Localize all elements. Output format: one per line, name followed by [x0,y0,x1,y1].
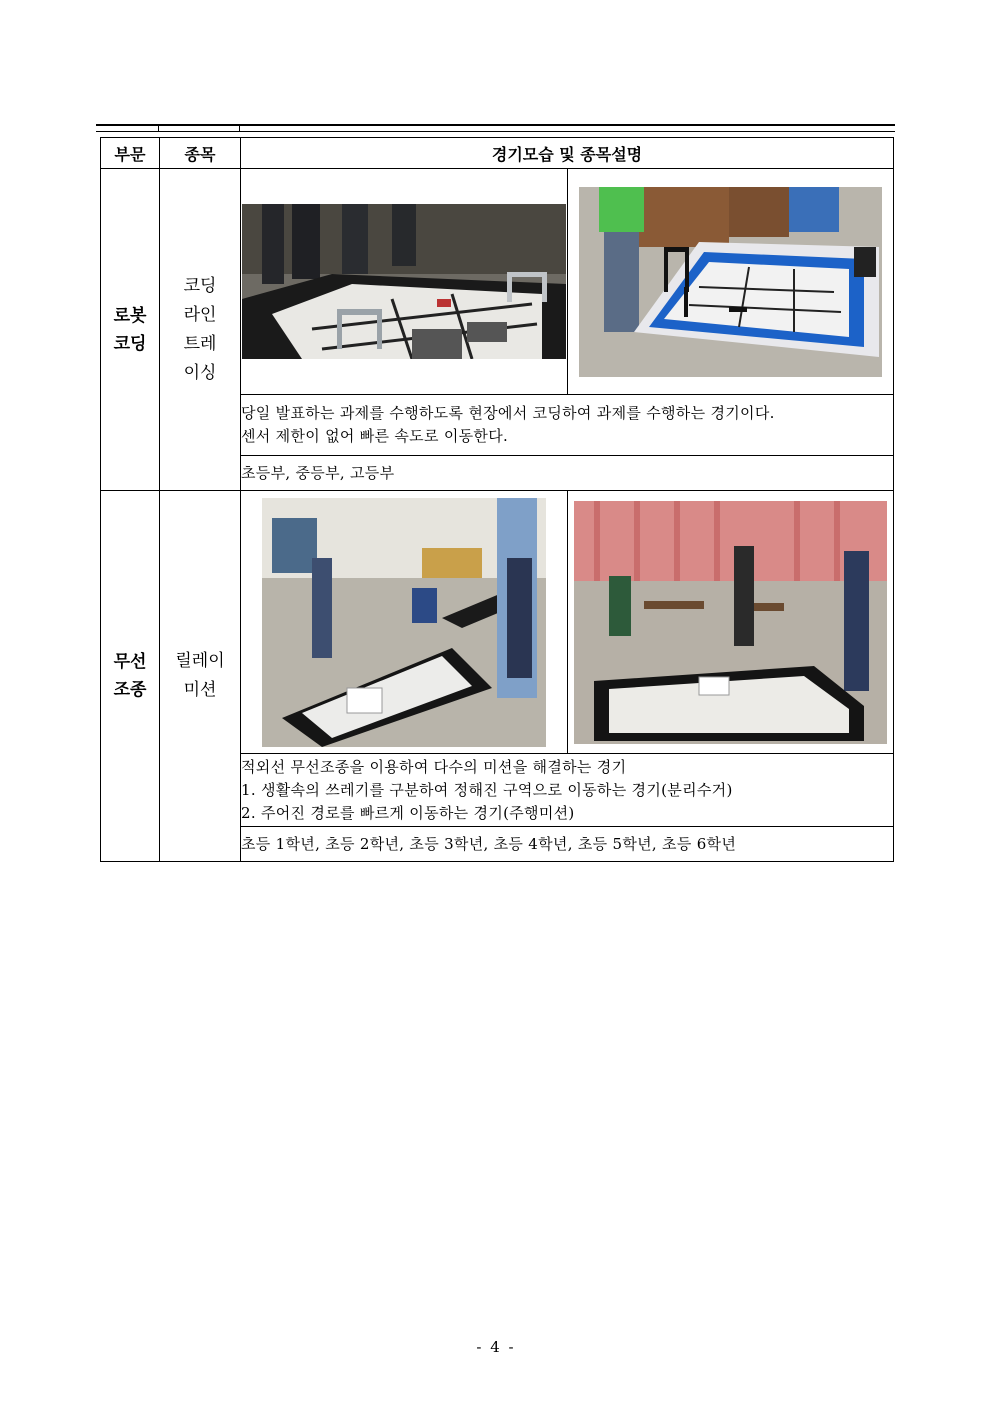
eligible-divisions: 초등 1학년, 초등 2학년, 초등 3학년, 초등 4학년, 초등 5학년, 초등 6학년 [241,834,737,853]
category-robot-coding [101,169,160,491]
competition-table [100,137,894,862]
header-description: 경기모습 및 종목설명 [241,138,894,169]
robot-coding-photo-2 [579,187,882,377]
divisions-cell [241,827,894,862]
description-cell [241,395,894,456]
page-number: - 4 - [476,1338,516,1356]
event-relay-mission [160,491,241,862]
photo-slot [567,491,894,753]
table-row [101,169,894,395]
table-top-rule [96,124,895,132]
event-description: 당일 발표하는 과제를 수행하도록 현장에서 코딩하여 과제를 수행하는 경기이다. 센서 제한이 없어 빠른 속도로 이동한다. [241,404,775,445]
table-header-row [101,138,894,169]
relay-mission-photo-1 [262,498,546,747]
photo-cell [241,491,894,754]
category-label: 무선 조종 [113,652,147,700]
robot-coding-photo-1 [242,204,566,359]
photo-cell [241,169,894,395]
photo-slot [241,491,567,753]
event-label: 릴레이 미션 [175,651,225,700]
header-category: 부문 [101,138,160,169]
photo-slot [567,169,894,394]
description-cell [241,754,894,827]
category-wireless-control [101,491,160,862]
event-description: 적외선 무선조종을 이용하여 다수의 미션을 해결하는 경기 1. 생활속의 쓰레기를 구분하여 정해진 구역으로 이동하는 경기(분리수거) 2. 주어진 경로를 빠르게 이동하는 경기(주행미션) [241,757,733,822]
event-coding-line-tracing [160,169,241,491]
table-row [101,491,894,754]
category-label: 로봇 코딩 [113,305,147,354]
header-event: 종목 [160,138,241,169]
eligible-divisions: 초등부, 중등부, 고등부 [241,463,395,482]
event-label: 코딩 라인 트레 이싱 [183,275,217,383]
divisions-cell [241,456,894,491]
relay-mission-photo-2 [574,501,887,744]
photo-slot [241,169,567,394]
